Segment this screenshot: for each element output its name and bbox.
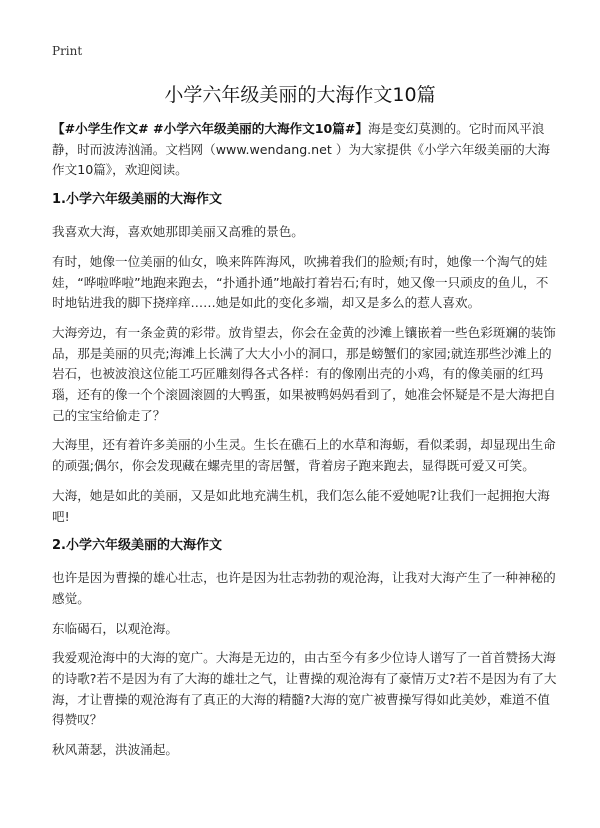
section-heading: 1.小学六年级美丽的大海作文 [52,192,222,208]
paragraph: 我爱观沧海中的大海的宽广。大海是无边的，由古至今有多少位诗人谱写了一首首赞扬大海的诗歌?若不是因为有了大海的雄壮之气，让曹操的观沧海有了豪情万丈?若不是因为有了大海，才让曹操的观沧海有了真正的大海的精髓?大海的宽广被曹操写得如此美妙，难道不值得赞叹？ [52,650,557,728]
paragraph: 大海里，还有着许多美丽的小生灵。生长在礁石上的水草和海蛎，看似柔弱，却显现出生命的顽强;偶尔，你会发现藏在螺壳里的寄居蟹，背着房子跑来跑去，显得既可爱又可笑。 [52,437,556,474]
article-body [52,119,560,770]
intro-tagline: 【#小学生作文# #小学六年级美丽的大海作文10篇#】 [52,121,368,136]
paragraph: 我喜欢大海，喜欢她那即美丽又高雅的景色。 [52,224,304,240]
page-title: 小学六年级美丽的大海作文10篇 [164,84,436,106]
paragraph: 秋风萧瑟，洪波涌起。 [52,742,178,758]
print-label: Print [52,44,83,58]
section-heading: 2.小学六年级美丽的大海作文 [52,538,222,554]
paragraph: 大海旁边，有一条金黄的彩带。放肯望去，你会在金黄的沙滩上镶嵌着一些色彩斑斓的装饰品，那是美丽的贝壳;海滩上长满了大大小小的洞口，那是螃蟹们的家园;就连那些沙滩上的岩石，也被波浪这位能工巧匠雕刻得各式各样：有的像刚出壳的小鸡，有的像美丽的红玛瑙，还有的像一个个滚圆滚圆的大鸭蛋，如果被鸭妈妈看到了，她准会怀疑是不是大海把自己的宝宝给偷走了？ [52,324,556,423]
intro-text: 海是变幻莫测的。它时而风平浪静，时而波涛汹涌。文档网（www.wendang.net ）为大家提供《小学六年级美丽的大海作文10篇》，欢迎阅读。 [52,121,550,178]
intro-paragraph [52,119,560,181]
paragraph: 也许是因为曹操的雄心壮志，也许是因为壮志勃勃的观沧海，让我对大海产生了一种神秘的感觉。 [52,570,556,606]
paragraph: 有时，她像一位美丽的仙女，唤来阵阵海风，吹拂着我们的脸颊;有时，她像一个淘气的娃娃，“哗啦哗啦”地跑来跑去，“扑通扑通”地敲打着岩石;有时，她又像一只顽皮的鱼儿，不时地钻进我的脚下挠痒痒……她是如此的变化多端，却又是多么的惹人喜欢。 [52,253,549,311]
paragraph: 大海，她是如此的美丽，又是如此地充满生机，我们怎么能不爱她呢?让我们一起拥抱大海吧! [52,487,550,524]
paragraph: 东临碣石，以观沧海。 [52,620,178,636]
